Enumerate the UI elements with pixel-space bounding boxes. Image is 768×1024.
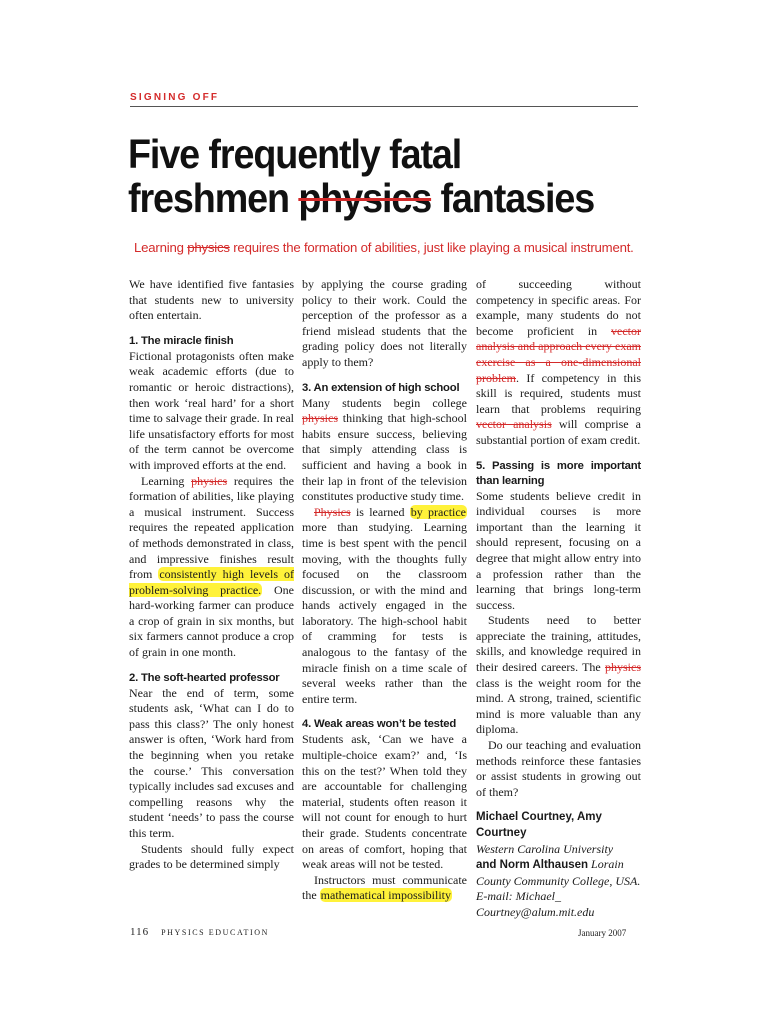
paragraph: Students should fully expect grades to be determined simply bbox=[129, 841, 294, 872]
paragraph bbox=[476, 277, 641, 449]
column-3 bbox=[476, 277, 641, 921]
struck-word: physics bbox=[302, 411, 338, 426]
headline-line1: Five frequently fatal bbox=[128, 131, 462, 177]
struck-word: Physics bbox=[314, 504, 351, 519]
text: One hard-working farmer can produce a crop of grain in six months, but six farmers cannot produce a crop of grain in one month. bbox=[129, 582, 294, 660]
highlight: by practice bbox=[410, 504, 467, 519]
section-heading: 2. The soft-hearted professor bbox=[129, 671, 280, 684]
text: will comprise a substantial portion of exam credit. bbox=[476, 417, 641, 447]
highlight: consistently high levels of problem-solving practice. bbox=[129, 567, 295, 597]
section-heading: 3. An extension of high school bbox=[302, 381, 460, 394]
paragraph: Near the end of term, some students ask, ‘What can I do to pass this class?’ The only honest answer is often, ‘Work hard from the beginning when you retake the course.’ This conversation typically includes sad excuses and compelling reasons why the student ‘needs’ to pass the course this term. bbox=[129, 685, 294, 840]
paragraph: Some students believe credit in individual courses is more important than the learning it should represent, focusing on a degree that might allow entry into a profession rather than the learning that brings long-term success. bbox=[476, 488, 641, 612]
intro-paragraph: We have identified five fantasies that students new to university often entertain. bbox=[129, 277, 294, 323]
column-1 bbox=[129, 277, 294, 873]
paragraph: Do our teaching and evaluation methods reinforce these fantasies or assist students in growing out of them? bbox=[476, 738, 641, 799]
struck-word: physics bbox=[187, 240, 230, 255]
text: Learning bbox=[141, 473, 192, 488]
author-affiliation: Western Carolina University bbox=[476, 841, 614, 856]
text: class is the weight room for the mind. A strong, trained, scientific mind is more valuable than any diploma. bbox=[476, 675, 641, 737]
text: Instructors must communicate the bbox=[302, 872, 467, 903]
text: thinking that high-school habits ensure success, believing that simply attending class is sufficient and having a book in their lap in front of the television constitutes productive study time. bbox=[302, 411, 467, 504]
text: more than studying. Learning time is best spent with the pencil moving, with the thoughts fully focused on the classroom discussion, or with the mind and hands actively engaged in the laboratory. The high-school habit of cramming for tests is analogous to the fantasy of the miracle finish on a time scale of several weeks rather than the entire term. bbox=[302, 520, 467, 706]
author-names: Michael Courtney, Amy Courtney bbox=[476, 811, 602, 839]
text: Many students begin college bbox=[302, 395, 467, 410]
text: Students need to better appreciate the training, attitudes, skills, and knowledge required in their desired careers. The bbox=[476, 613, 641, 675]
publication-name: PHYSICS EDUCATION bbox=[161, 928, 269, 937]
section-heading: 5. Passing is more important than learning bbox=[476, 459, 641, 487]
section-rule bbox=[130, 106, 638, 107]
standfirst bbox=[134, 240, 644, 255]
struck-word: physics bbox=[298, 175, 432, 221]
headline-text: fantasies bbox=[431, 175, 595, 221]
paragraph bbox=[302, 396, 467, 505]
struck-phrase: vector analysis and approach every exam exercise as a one-dimensional problem bbox=[476, 323, 641, 385]
issue-date: January 2007 bbox=[578, 928, 627, 938]
text: . If competency in this skill is required, students must learn that problems requiring bbox=[476, 370, 641, 416]
paragraph: by applying the course grading policy to their work. Could the perception of the professor as a friend mislead students that the grading policy does not literally apply to them? bbox=[302, 277, 467, 369]
paragraph bbox=[476, 613, 641, 738]
page-number: 116 bbox=[130, 926, 150, 938]
column-2 bbox=[302, 277, 467, 904]
author-signature bbox=[476, 810, 641, 920]
text: requires the formation of abilities, like playing a musical instrument. Success requires the repeated application of methods demonstrated in class, and impressive finishes result from bbox=[129, 473, 295, 582]
headline-line2 bbox=[128, 176, 606, 220]
author-affiliation: Lorain County Community College, USA. E-mail: Michael_ Courtney@alum.mit.edu bbox=[476, 857, 641, 919]
paragraph bbox=[129, 474, 294, 661]
paragraph: Students ask, ‘Can we have a multiple-choice exam?’ and, ‘Is this on the test?’ When told they are accountable for challenging material, students often reason it will not count for enough to hurt their grade. Students concentrate on areas of comfort, hoping that weak areas will not be tested. bbox=[302, 732, 467, 872]
struck-phrase: vector analysis bbox=[476, 417, 552, 432]
highlight: mathematical impossibility bbox=[320, 888, 451, 903]
standfirst-text: requires the formation of abilities, just like playing a musical instrument. bbox=[229, 240, 634, 255]
struck-word: physics bbox=[191, 473, 228, 488]
paragraph: Fictional protagonists often make weak academic efforts (due to romantic or heroic distractions), then work ‘real hard’ for a short time to salvage their grade. In real life unsatisfactory efforts for most of the term cannot be overcome with improved efforts at the end. bbox=[129, 348, 294, 472]
author-names: and Norm Althausen bbox=[476, 859, 589, 872]
section-heading: 4. Weak areas won’t be tested bbox=[302, 718, 457, 731]
paragraph bbox=[302, 873, 467, 904]
author-line bbox=[476, 857, 641, 920]
section-label: SIGNING OFF bbox=[130, 92, 220, 103]
headline bbox=[128, 132, 606, 220]
struck-word: physics bbox=[605, 660, 641, 675]
standfirst-text: Learning bbox=[134, 240, 188, 255]
text: of succeeding without competency in specific areas. For example, many students do not become proficient in bbox=[476, 277, 641, 338]
footer-left bbox=[130, 926, 269, 938]
section-heading: 1. The miracle finish bbox=[129, 334, 234, 347]
text: is learned bbox=[350, 504, 410, 519]
headline-text: freshmen bbox=[128, 175, 299, 221]
paragraph bbox=[302, 505, 467, 708]
